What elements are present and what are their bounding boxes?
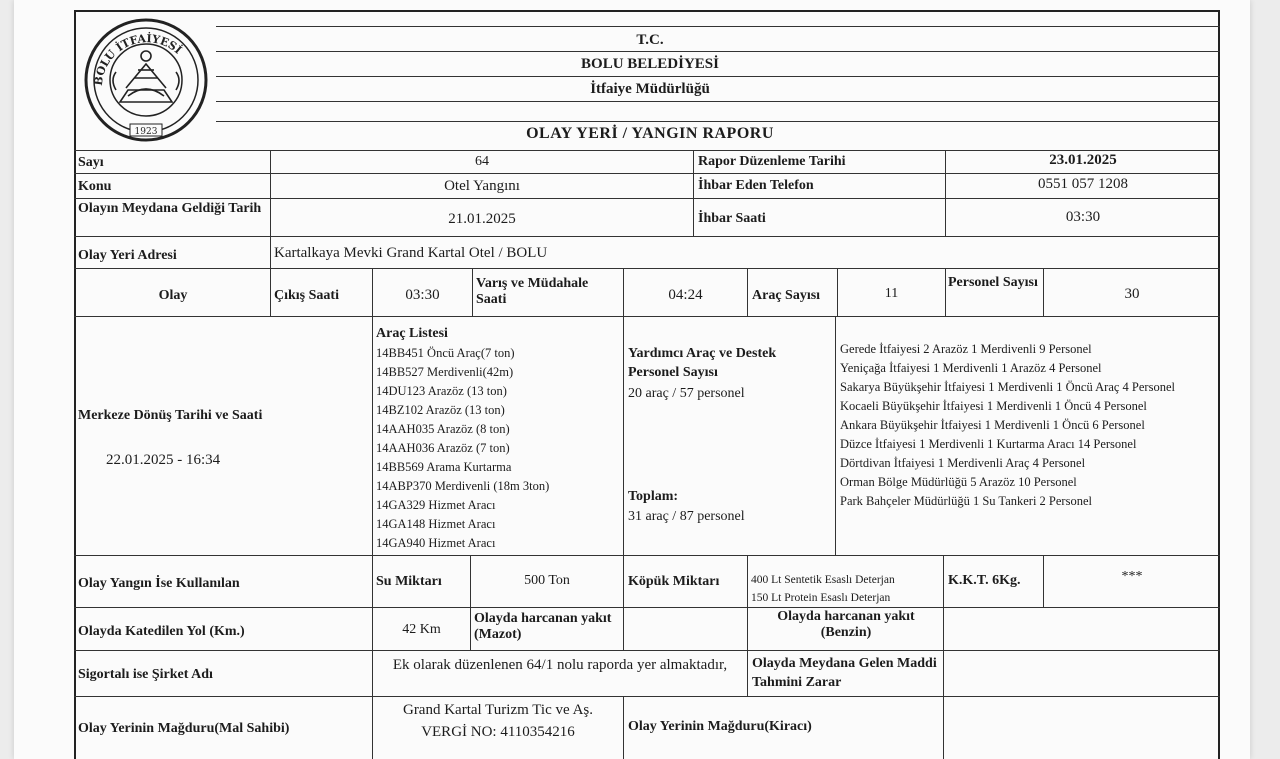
sigorta-label: Sigortalı ise Şirket Adı	[78, 667, 213, 682]
destek-list-item: Orman Bölge Müdürlüğü 5 Arazöz 10 Personel	[840, 475, 1077, 489]
donus-value: 22.01.2025 - 16:34	[106, 452, 221, 468]
table-rule	[372, 555, 373, 607]
table-rule	[372, 316, 373, 555]
bolu-itfaiye-seal	[80, 16, 214, 146]
table-rule	[623, 607, 624, 650]
varis-label: Varış ve Müdahale Saati	[476, 276, 589, 307]
table-rule	[747, 555, 748, 607]
zarar-label: Olayda Meydana Gelen Maddi Tahmini Zarar	[752, 656, 937, 690]
destek-list-item: Dörtdivan İtfaiyesi 1 Merdivenli Araç 4 Personel	[840, 456, 1086, 470]
destek-list-item: Gerede İtfaiyesi 2 Arazöz 1 Merdivenli 9 Personel	[840, 342, 1092, 356]
olay-tarih-label: Olayın Meydana Geldiği Tarih	[78, 201, 262, 216]
arac-list-item: 14GA329 Hizmet Aracı	[376, 498, 496, 512]
arac-list-item: 14DU123 Arazöz (13 ton)	[376, 384, 507, 398]
arac-list-item: 14GA940 Hizmet Aracı	[376, 536, 496, 550]
table-rule	[270, 150, 271, 236]
table-rule	[470, 555, 471, 607]
header-rule	[216, 121, 1220, 122]
sayi-label: Sayı	[78, 155, 104, 170]
arac-sayisi-label: Araç Sayısı	[752, 288, 821, 303]
table-rule	[1043, 555, 1044, 607]
table-rule	[943, 650, 944, 696]
table-rule	[74, 150, 1220, 151]
destek-list-item: Düzce İtfaiyesi 1 Merdivenli 1 Kurtarma Aracı 14 Personel	[840, 437, 1137, 451]
su-value: 500 Ton	[524, 573, 570, 588]
adres-label: Olay Yeri Adresi	[78, 248, 177, 263]
table-rule	[623, 316, 624, 555]
kopuk-value-1: 400 Lt Sentetik Esaslı Deterjan	[751, 574, 895, 586]
table-rule	[945, 150, 946, 236]
toplam-value: 31 araç / 87 personel	[628, 509, 745, 524]
arac-list-item: 14AAH036 Arazöz (7 ton)	[376, 441, 510, 455]
destek-list-item: Sakarya Büyükşehir İtfaiyesi 1 Merdivenli 1 Öncü Araç 4 Personel	[840, 380, 1175, 394]
olay-label: Olay	[158, 288, 188, 303]
table-rule	[747, 268, 748, 316]
arac-list-item: 14BB451 Öncü Araç(7 ton)	[376, 346, 515, 360]
kopuk-value-2: 150 Lt Protein Esaslı Deterjan	[751, 592, 891, 604]
arac-sayisi-value: 11	[884, 286, 899, 301]
table-rule	[945, 268, 946, 316]
table-rule	[943, 555, 944, 607]
mazot-label: Olayda harcanan yakıt (Mazot)	[474, 611, 612, 642]
table-rule	[74, 696, 1220, 697]
arac-list-item: 14AAH035 Arazöz (8 ton)	[376, 422, 510, 436]
table-rule	[270, 268, 271, 316]
table-rule	[623, 268, 624, 316]
magdur-label: Olay Yerinin Mağduru(Mal Sahibi)	[78, 721, 290, 736]
table-rule	[623, 555, 624, 607]
seal-text: BOLU İTFAİYESİ	[91, 32, 185, 87]
kkt-value: ***	[1121, 569, 1143, 584]
destek-list-item: Yeniçağa İtfaiyesi 1 Merdivenli 1 Arazöz 4 Personel	[840, 361, 1102, 375]
arac-list-item: 14ABP370 Merdivenli (18m 3ton)	[376, 479, 550, 493]
kkt-label: K.K.T. 6Kg.	[948, 573, 1021, 588]
ihbar-saat-label: İhbar Saati	[698, 211, 766, 226]
table-rule	[74, 316, 1220, 317]
personel-label: Personel Sayısı	[948, 275, 1038, 290]
header-rule	[216, 51, 1220, 52]
table-rule	[270, 236, 271, 268]
table-rule	[943, 607, 944, 650]
table-rule	[74, 236, 1220, 237]
header-municipality: BOLU BELEDİYESİ	[581, 56, 719, 72]
table-rule	[747, 650, 748, 696]
table-rule	[747, 607, 748, 650]
seal-year: 1923	[134, 127, 158, 137]
yol-value: 42 Km	[402, 622, 441, 637]
sayi-value: 64	[475, 154, 489, 169]
table-rule	[623, 696, 624, 759]
destek-list-item: Kocaeli Büyükşehir İtfaiyesi 1 Merdivenli 1 Öncü 4 Personel	[840, 399, 1147, 413]
personel-value: 30	[1124, 286, 1140, 302]
table-rule	[372, 607, 373, 650]
table-rule	[372, 650, 373, 696]
destek-list-item: Park Bahçeler Müdürlüğü 1 Su Tankeri 2 Personel	[840, 494, 1092, 508]
table-rule	[372, 696, 373, 759]
adres-value: Kartalkaya Mevki Grand Kartal Otel / BOLU	[274, 245, 548, 261]
yardimci-value: 20 araç / 57 personel	[628, 386, 745, 401]
arac-list-item: 14BB527 Merdivenli(42m)	[376, 365, 514, 379]
table-rule	[835, 316, 836, 555]
su-label: Su Miktarı	[376, 574, 442, 589]
rapor-tarih-label: Rapor Düzenleme Tarihi	[698, 154, 846, 169]
yol-label: Olayda Katedilen Yol (Km.)	[78, 624, 245, 639]
magdur-value-2: VERGİ NO: 4110354216	[421, 724, 575, 740]
rapor-tarih-value: 23.01.2025	[1049, 152, 1117, 168]
table-rule	[470, 607, 471, 650]
header-rule	[216, 101, 1220, 102]
cikis-label: Çıkış Saati	[274, 288, 339, 303]
arac-list-item: 14BZ102 Arazöz (13 ton)	[376, 403, 505, 417]
sigorta-value: Ek olarak düzenlenen 64/1 nolu raporda yer almaktadır,	[392, 657, 728, 673]
konu-label: Konu	[78, 179, 112, 194]
donus-label: Merkeze Dönüş Tarihi ve Saati	[78, 408, 263, 423]
toplam-label: Toplam:	[628, 489, 679, 504]
yardimci-label: Yardımcı Araç ve Destek Personel Sayısı	[628, 346, 777, 380]
header-rule	[216, 76, 1220, 77]
ihbar-saat-value: 03:30	[1065, 209, 1101, 225]
kiraci-label: Olay Yerinin Mağduru(Kiracı)	[628, 719, 812, 734]
arac-list-item: 14BB569 Arama Kurtarma	[376, 460, 512, 474]
destek-list-item: Ankara Büyükşehir İtfaiyesi 1 Merdivenli 1 Öncü 6 Personel	[840, 418, 1145, 432]
kullanilan-label: Olay Yangın İse Kullanılan	[78, 576, 240, 591]
olay-tarih-value: 21.01.2025	[448, 211, 516, 227]
report-title: OLAY YERİ / YANGIN RAPORU	[526, 125, 774, 142]
table-rule	[74, 173, 1220, 174]
table-rule	[1043, 268, 1044, 316]
table-rule	[74, 268, 1220, 269]
header-department: İtfaiye Müdürlüğü	[590, 81, 710, 97]
destek-list	[840, 340, 1210, 511]
table-rule	[74, 607, 1220, 608]
cikis-value: 03:30	[405, 287, 440, 303]
table-rule	[74, 650, 1220, 651]
benzin-label: Olayda harcanan yakıt (Benzin)	[777, 609, 915, 640]
ihbar-tel-label: İhbar Eden Telefon	[698, 178, 814, 193]
table-rule	[472, 268, 473, 316]
arac-listesi-title: Araç Listesi	[376, 326, 448, 341]
arac-list-item: 14GA148 Hizmet Aracı	[376, 517, 496, 531]
varis-value: 04:24	[668, 287, 703, 303]
ihbar-tel-value: 0551 057 1208	[1038, 176, 1128, 192]
konu-value: Otel Yangını	[444, 178, 520, 194]
table-rule	[693, 150, 694, 236]
table-rule	[372, 268, 373, 316]
table-rule	[74, 555, 1220, 556]
table-rule	[837, 268, 838, 316]
magdur-value-1: Grand Kartal Turizm Tic ve Aş.	[402, 702, 593, 718]
kopuk-label: Köpük Miktarı	[628, 574, 720, 589]
header-rule	[216, 26, 1220, 27]
header-tc: T.C.	[636, 32, 664, 48]
arac-list	[376, 344, 621, 553]
table-rule	[943, 696, 944, 759]
table-rule	[74, 198, 1220, 199]
